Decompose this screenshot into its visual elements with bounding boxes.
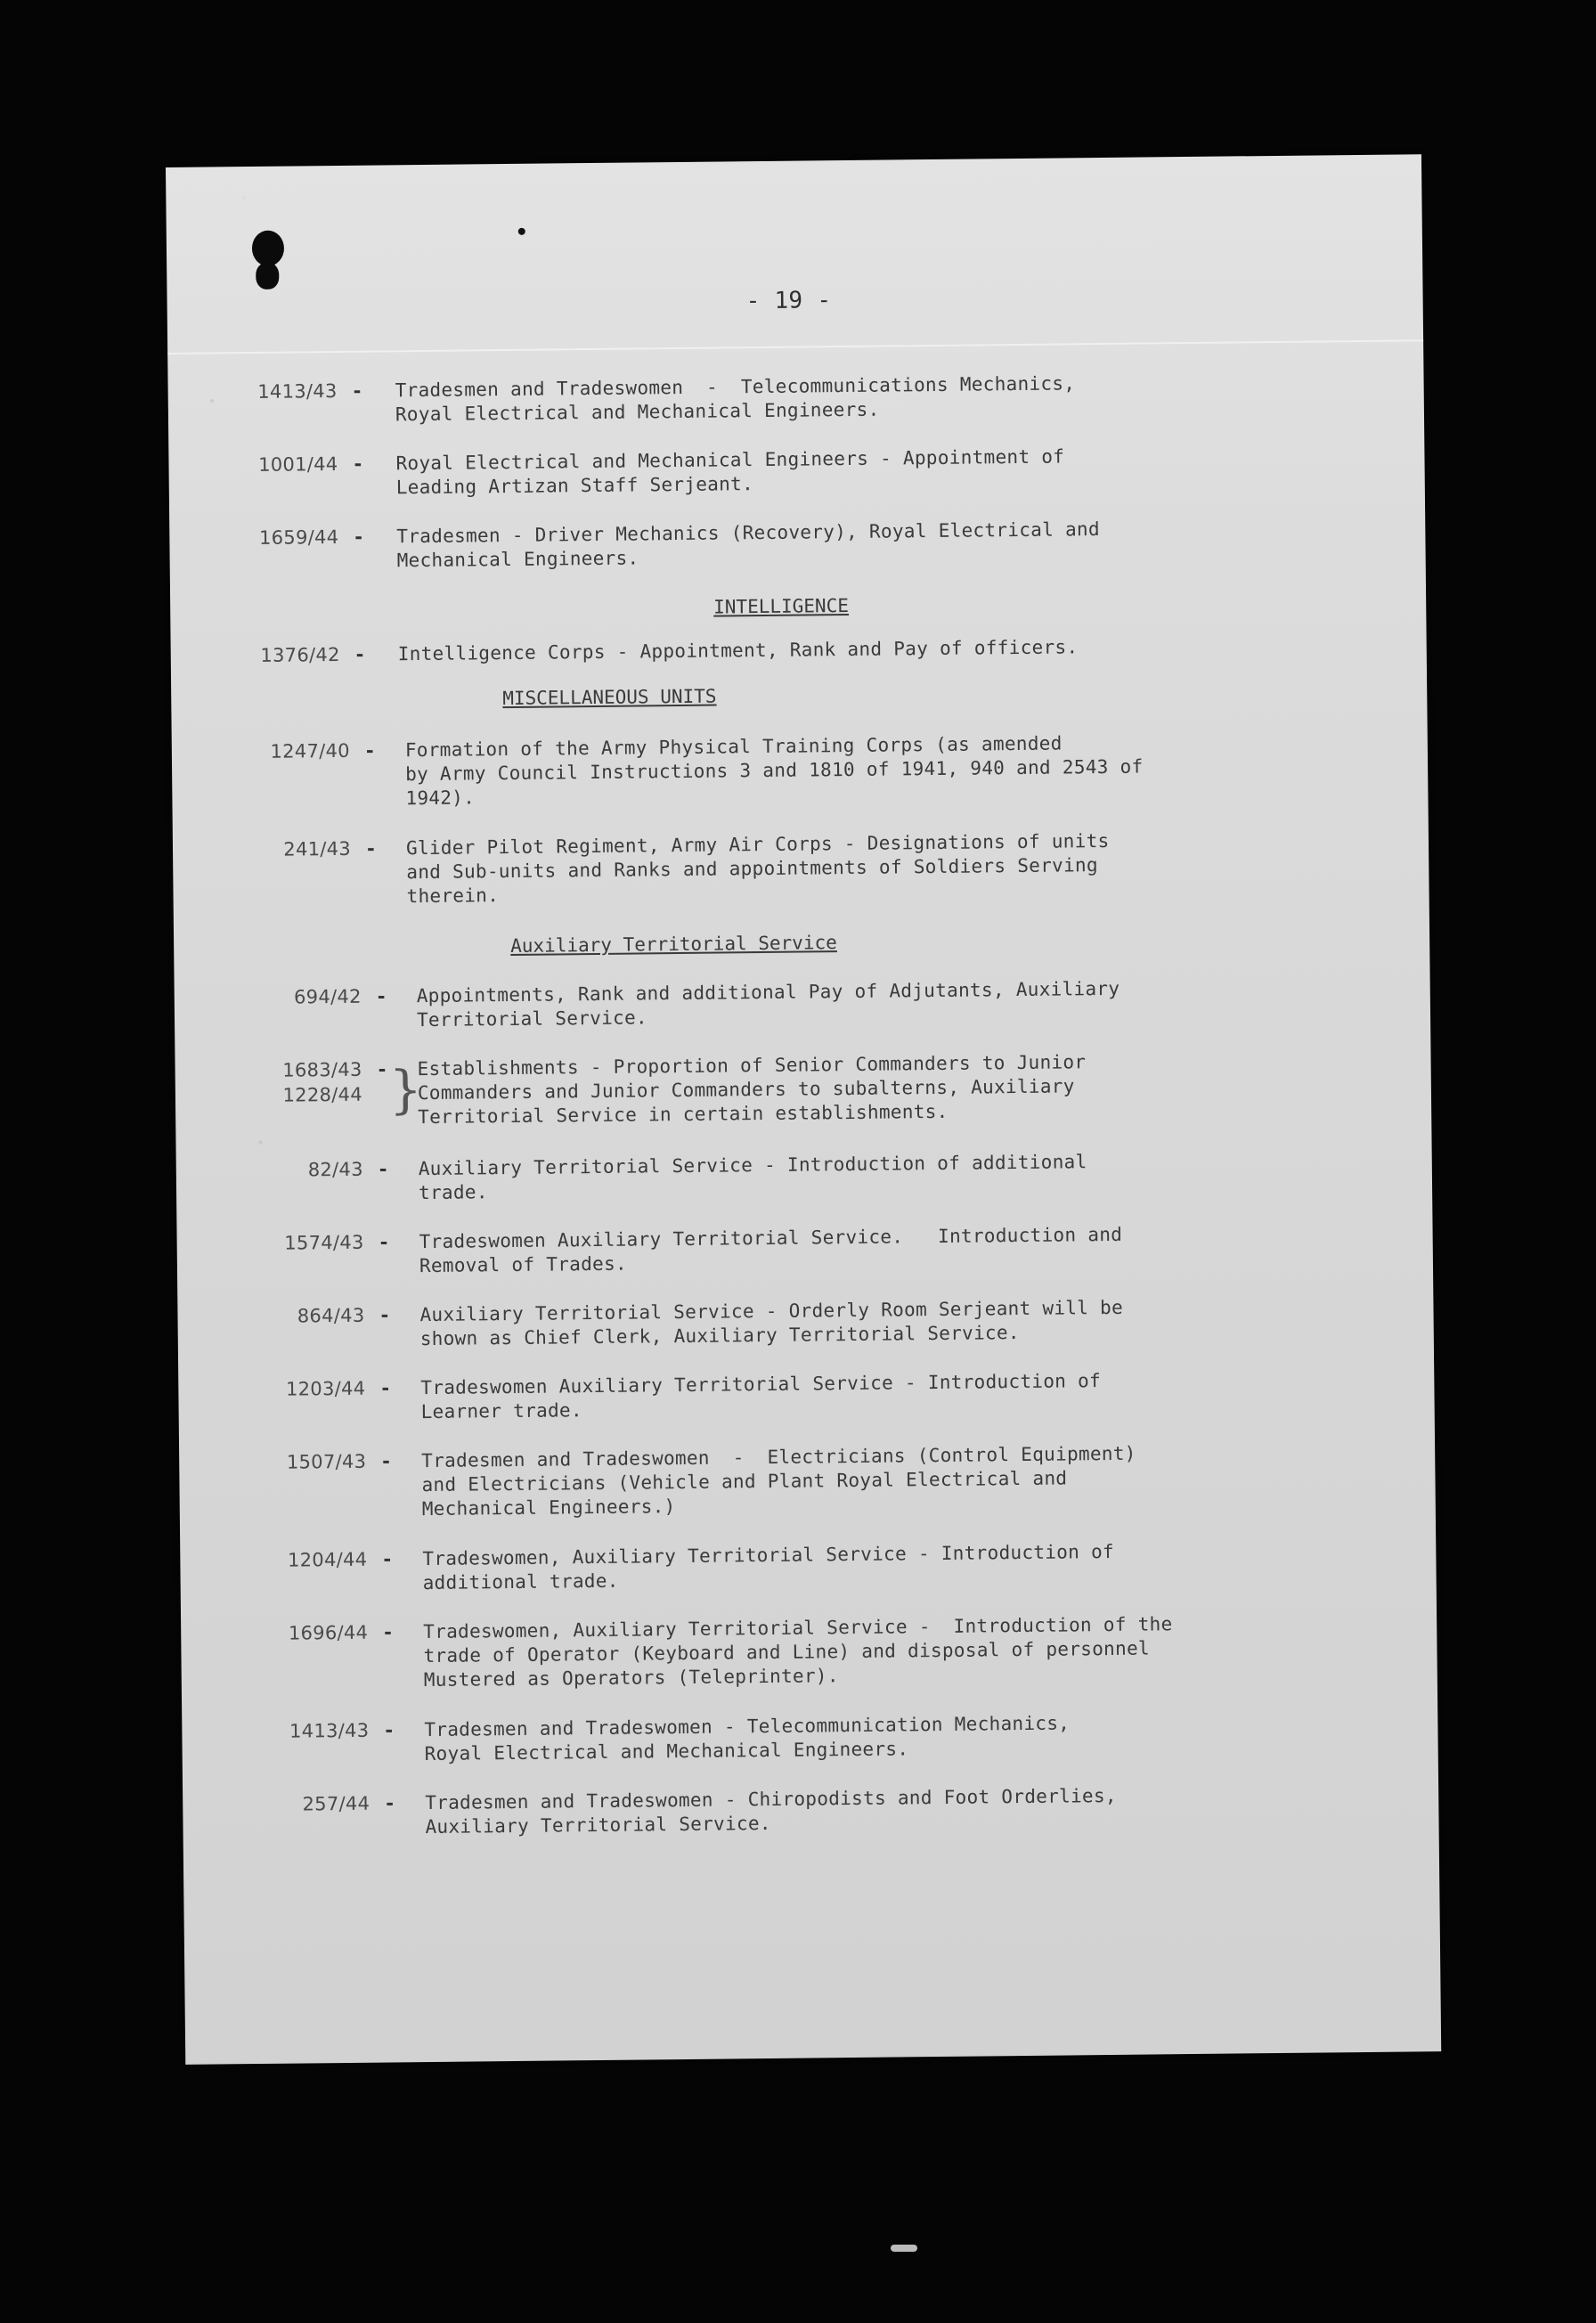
ink-speck: [518, 228, 525, 235]
page-number: - 19 -: [745, 287, 832, 315]
separator-dash: -: [363, 739, 376, 762]
fold-line: [167, 339, 1423, 355]
section-heading: Auxiliary Territorial Service: [510, 932, 837, 957]
separator-dash: -: [384, 1792, 396, 1814]
list-item: [180, 1536, 1427, 1594]
separator-dash: -: [378, 1231, 390, 1253]
list-item: [181, 1610, 1428, 1691]
separator-dash: -: [381, 1548, 394, 1570]
separator-dash: -: [353, 526, 365, 548]
scan-speck: [210, 399, 214, 403]
reference-number: 1001/44: [258, 452, 338, 476]
entry-description: Tradesmen and Tradeswomen - Telecommunications Mechanics, Royal Electrical and Mechanical Engineers.: [395, 372, 1076, 426]
list-item: [175, 1047, 1421, 1129]
list-item: [169, 514, 1416, 572]
list-item: [177, 1292, 1424, 1350]
separator-dash: -: [352, 452, 364, 475]
separator-dash: -: [354, 643, 366, 665]
reference-number: 1247/40: [270, 739, 350, 762]
entry-description: Glider Pilot Regiment, Army Air Corps - Designations of units and Sub-units and Ranks and appointments of Soldiers Serving therein.: [405, 829, 1110, 908]
reference-number: 1413/43: [289, 1719, 370, 1742]
section-heading: MISCELLANEOUS UNITS: [502, 685, 717, 710]
entry-description: Tradeswomen Auxiliary Territorial Service - Introduction of Learner trade.: [420, 1370, 1102, 1423]
scan-speck: [891, 2245, 917, 2252]
entry-description: Tradeswomen, Auxiliary Territorial Service - Introduction of the trade of Operator (Keyboard and Line) and disposal of personnel Mustered as Operators (Teleprinter).: [423, 1613, 1173, 1691]
punch-hole: [252, 231, 284, 266]
reference-number: 1376/42: [260, 643, 340, 666]
entry-description: Tradeswomen, Auxiliary Territorial Service - Introduction of additional trade.: [422, 1540, 1115, 1594]
separator-dash: -: [379, 1377, 392, 1399]
entry-description: Tradesmen and Tradeswomen - Electricians (Control Equipment) and Electricians (Vehicle and Plant Royal Electrical and Mechanical Engineers.): [421, 1442, 1136, 1520]
list-item: [178, 1365, 1425, 1423]
grouping-brace: }: [388, 1059, 423, 1121]
scan-speck: [258, 1140, 263, 1145]
reference-number: 1413/43: [257, 379, 338, 403]
separator-dash: -: [379, 1304, 391, 1326]
list-item: [179, 1439, 1426, 1520]
list-item: [173, 826, 1420, 908]
scan-speck: [242, 196, 247, 200]
reference-number: 241/43: [283, 837, 352, 860]
list-item: [176, 1146, 1423, 1204]
reference-number: 694/42: [293, 985, 362, 1008]
list-item: [175, 974, 1421, 1031]
reference-number: 1507/43: [286, 1450, 367, 1473]
separator-dash: -: [382, 1621, 395, 1643]
entry-description: Intelligence Corps - Appointment, Rank and Pay of officers.: [397, 636, 1079, 665]
separator-dash: -: [375, 985, 387, 1007]
separator-dash: -: [376, 1058, 388, 1080]
list-item: [183, 1781, 1429, 1838]
entry-description: Auxiliary Territorial Service - Introduction of additional trade.: [418, 1151, 1087, 1204]
entry-description: Royal Electrical and Mechanical Engineers - Appointment of Leading Artizan Staff Serjeant.: [395, 445, 1065, 499]
reference-number: 1204/44: [287, 1548, 368, 1571]
entry-description: Formation of the Army Physical Training Corps (as amended by Army Council Instructions 3 and 1810 of 1941, 940 and 2543 of 1942).: [404, 732, 1144, 810]
list-item: [182, 1708, 1429, 1765]
reference-number: 1574/43: [284, 1231, 364, 1254]
separator-dash: -: [351, 379, 363, 402]
section-heading: INTELLIGENCE: [713, 594, 850, 618]
entry-description: Appointments, Rank and additional Pay of Adjutants, Auxiliary Territorial Service.: [416, 977, 1120, 1031]
reference-number: 864/43: [297, 1304, 365, 1327]
entry-description: Tradesmen and Tradeswomen - Chiropodists and Foot Orderlies, Auxiliary Territorial Service.: [425, 1784, 1117, 1838]
separator-dash: -: [377, 1158, 389, 1180]
reference-number: 1696/44: [288, 1621, 369, 1644]
entry-description: Tradesmen - Driver Mechanics (Recovery), Royal Electrical and Mechanical Engineers.: [396, 518, 1100, 572]
reference-number: 1659/44: [258, 526, 339, 549]
reference-number: 1683/43: [282, 1058, 362, 1081]
document-page: [166, 154, 1441, 2065]
reference-number: 1228/44: [282, 1083, 363, 1106]
punch-hole: [256, 263, 279, 289]
reference-number: 257/44: [302, 1792, 370, 1815]
list-item: [171, 632, 1418, 666]
entry-description: Tradeswomen Auxiliary Territorial Service. Introduction and Removal of Trades.: [419, 1223, 1123, 1277]
entry-description: Establishments - Proportion of Senior Commanders to Junior Commanders and Junior Commanders to subalterns, Auxiliary Territorial Service in certain establishments.: [417, 1051, 1087, 1129]
separator-dash: -: [380, 1450, 393, 1472]
reference-number: 82/43: [307, 1158, 363, 1181]
entry-description: Tradesmen and Tradeswomen - Telecommunication Mechanics, Royal Electrical and Mechanical Engineers.: [424, 1712, 1071, 1765]
reference-number: 1203/44: [285, 1377, 366, 1400]
entry-description: Auxiliary Territorial Service - Orderly Room Serjeant will be shown as Chief Clerk, Auxiliary Territorial Service.: [419, 1296, 1124, 1350]
list-item: [177, 1219, 1424, 1277]
separator-dash: -: [364, 837, 378, 860]
list-item: [172, 728, 1419, 810]
list-item: [168, 368, 1415, 426]
list-item: [168, 441, 1415, 499]
separator-dash: -: [383, 1719, 395, 1741]
